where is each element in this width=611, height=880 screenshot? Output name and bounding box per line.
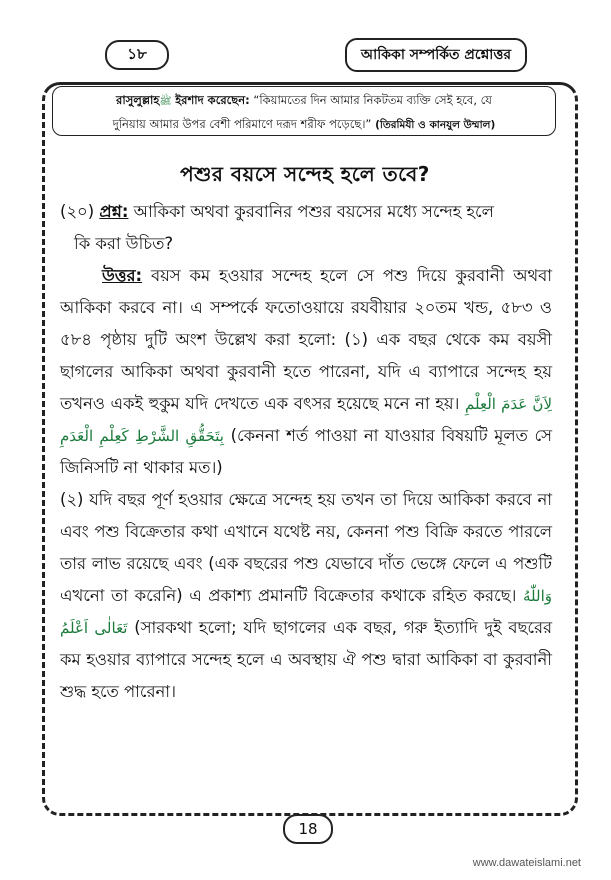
main-content [60, 196, 552, 708]
hadith-reference: (তিরমিযী ও কানযুল উম্মাল) [375, 119, 496, 131]
answer-text-1b: (কেননা শর্ত পাওয়া না যাওয়ার বিষয়টি মূলত সে জিনিসটি না থাকার মত।) [60, 426, 552, 477]
question [60, 196, 552, 228]
page-number-bengali: ১৮ [105, 40, 169, 70]
answer-paragraph-1 [60, 260, 552, 484]
arabic-quote-1: لِاَنَّ عَدَمَ الْعِلْمِ بِتَحَقُّقِ الشَّرْطِ كَعِلْمِ الْعَدَمِ [60, 395, 553, 445]
question-number: (২০) [60, 202, 95, 221]
chapter-title: আকিকা সম্পর্কিত প্রশ্নোত্তর [345, 38, 527, 72]
hadith-intro: ইরশাদ করেছেন: [175, 93, 250, 107]
answer-label: উত্তর: [102, 266, 143, 285]
answer-text-2: (২) যদি বছর পূর্ণ হওয়ার ক্ষেত্রে সন্দেহ হয় তখন তা দিয়ে আকিকা করবে না এবং পশু বিক্রেতার কথা এখানে যথেষ্ট নয়, কেননা পশু বিক্রি করতে পারলে তার লাভ রয়েছে এবং (এক বছরের পশু যেভাবে দাঁত ভেঙ্গে ফেলে এ পশুটি এখনো তা করেনি) এ প্রকাশ্য প্রমানটি বিক্রেতার কথাকে রহিত করছে। [60, 490, 552, 605]
hadith-text-line1: “কিয়ামতের দিন আমার নিকটতম ব্যক্তি সেই হবে, যে [253, 93, 492, 107]
answer-text-1: বয়স কম হওয়ার সন্দেহ হলে সে পশু দিয়ে কুরবানী অথবা আকিকা করবে না। এ সম্পর্কে ফতোওয়ায়ে রযবীয়ার ২০তম খন্ড, ৫৮৩ ও ৫৮৪ পৃষ্ঠায় দুটি অংশ উল্লেখ করা হলো: (১) এক বছর থেকে কম বয়সী ছাগলের আকিকা অথবা কুরবানী হতে পারেনা, যদি এ ব্যাপারে সন্দেহ হয় তখনও একই হুকুম যদি দেখতে এক বৎসর হয়েছে মনে না হয়। [60, 266, 552, 413]
website-link[interactable]: www.dawateislami.net [472, 857, 581, 869]
hadith-speaker: রাসুলুল্লাহ [116, 93, 160, 107]
question-label: প্রশ্ন: [99, 202, 129, 221]
hadith-box [52, 86, 556, 136]
question-text-line2: কি করা উচিত? [74, 234, 174, 253]
salutation-icon: ﷺ [159, 96, 172, 107]
question-text-line1: আকিকা অথবা কুরবানির পশুর বয়সের মধ্যে সন্দেহ হলে [133, 202, 494, 221]
page-number: 18 [283, 814, 333, 844]
answer-text-2b: (সারকথা হলো; যদি ছাগলের এক বছর, গরু ইত্যাদি দুই বছরের কম হওয়ার ব্যাপারে সন্দেহ হলে এ অবস্থায় ঐ পশু দ্বারা আকিকা বা কুরবানী শুদ্ধ হতে পারেনা। [60, 618, 552, 701]
hadith-text-line2: দুনিয়ায় আমার উপর বেশী পরিমাণে দরূদ শরীফ পড়েছে।” [112, 117, 372, 131]
arabic-quote-2: وَاللّٰهُ تَعَالٰى اَعْلَمُ [60, 587, 552, 637]
answer-paragraph-2 [60, 484, 552, 708]
section-heading: পশুর বয়সে সন্দেহ হলে তবে? [180, 162, 430, 186]
